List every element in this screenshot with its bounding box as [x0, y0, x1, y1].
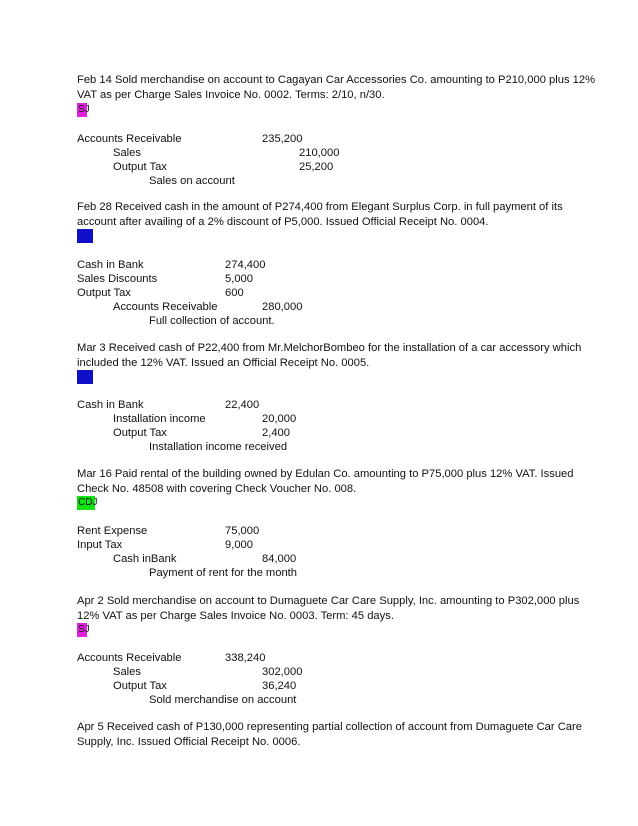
entry-explanation: Installation income received — [149, 441, 288, 453]
credit-amount: 210,000 — [299, 147, 340, 159]
entry-description: account after availing of a 2% discount of P5,000. Issued Official Receipt No. 0004. — [77, 216, 489, 228]
account-name: Accounts Receivable — [77, 652, 182, 664]
debit-amount: 5,000 — [225, 273, 253, 285]
debit-amount: 22,400 — [225, 399, 260, 411]
entry-description: Feb 14 Sold merchandise on account to Cagayan Car Accessories Co. amounting to P210,000 plus 12% — [77, 74, 596, 86]
entry-explanation: Sold merchandise on account — [149, 694, 297, 706]
journal-tag-sj: SJ — [78, 104, 90, 115]
debit-amount: 274,400 — [225, 259, 266, 271]
account-name: Accounts Receivable — [77, 133, 182, 145]
account-name: Output Tax — [113, 427, 167, 439]
entry-description: Check No. 48508 with covering Check Voucher No. 008. — [77, 483, 357, 495]
debit-amount: 338,240 — [225, 652, 266, 664]
journal-tag-sj: SJ — [78, 624, 90, 635]
entry-description: Mar 16 Paid rental of the building owned by Edulan Co. amounting to P75,000 plus 12% VAT. Issued — [77, 468, 574, 480]
account-name: Sales Discounts — [77, 273, 158, 285]
journal-tag-crj — [77, 229, 93, 243]
credit-amount: 36,240 — [262, 680, 297, 692]
account-name: Output Tax — [77, 287, 131, 299]
account-name: Output Tax — [113, 680, 167, 692]
credit-amount: 2,400 — [262, 427, 290, 439]
account-name: Cash inBank — [113, 553, 177, 565]
debit-amount: 600 — [225, 287, 244, 299]
entry-description: VAT as per Charge Sales Invoice No. 0002. Terms: 2/10, n/30. — [77, 89, 385, 101]
debit-amount: 235,200 — [262, 133, 303, 145]
entry-description: Feb 28 Received cash in the amount of P274,400 from Elegant Surplus Corp. in full payment of its — [77, 201, 563, 213]
journal-tag-cdj: CDJ — [78, 497, 98, 508]
account-name: Cash in Bank — [77, 259, 144, 271]
account-name: Accounts Receivable — [113, 301, 218, 313]
account-name: Installation income — [113, 413, 206, 425]
debit-amount: 75,000 — [225, 525, 260, 537]
entry-explanation: Payment of rent for the month — [149, 567, 297, 579]
credit-amount: 20,000 — [262, 413, 297, 425]
account-name: Input Tax — [77, 539, 123, 551]
credit-amount: 302,000 — [262, 666, 303, 678]
account-name: Output Tax — [113, 161, 167, 173]
account-name: Rent Expense — [77, 525, 148, 537]
entry-explanation: Full collection of account. — [149, 315, 275, 327]
credit-amount: 84,000 — [262, 553, 297, 565]
account-name: Cash in Bank — [77, 399, 144, 411]
entry-description: Apr 5 Received cash of P130,000 representing partial collection of account from Dumaguete Car Care — [77, 721, 582, 733]
account-name: Sales — [113, 666, 141, 678]
journal-tag-crj — [77, 370, 93, 384]
debit-amount: 9,000 — [225, 539, 253, 551]
credit-amount: 280,000 — [262, 301, 303, 313]
credit-amount: 25,200 — [299, 161, 334, 173]
entry-description: 12% VAT as per Charge Sales Invoice No. 0003. Term: 45 days. — [77, 610, 394, 622]
entry-description: Supply, Inc. Issued Official Receipt No. 0006. — [77, 736, 301, 748]
entry-description: Mar 3 Received cash of P22,400 from Mr.MelchorBombeo for the installation of a car accessory which — [77, 342, 582, 354]
entry-description: Apr 2 Sold merchandise on account to Dumaguete Car Care Supply, Inc. amounting to P302,000 plus — [77, 595, 580, 607]
entry-explanation: Sales on account — [149, 175, 235, 187]
account-name: Sales — [113, 147, 141, 159]
entry-description: included the 12% VAT. Issued an Official Receipt No. 0005. — [77, 357, 370, 369]
